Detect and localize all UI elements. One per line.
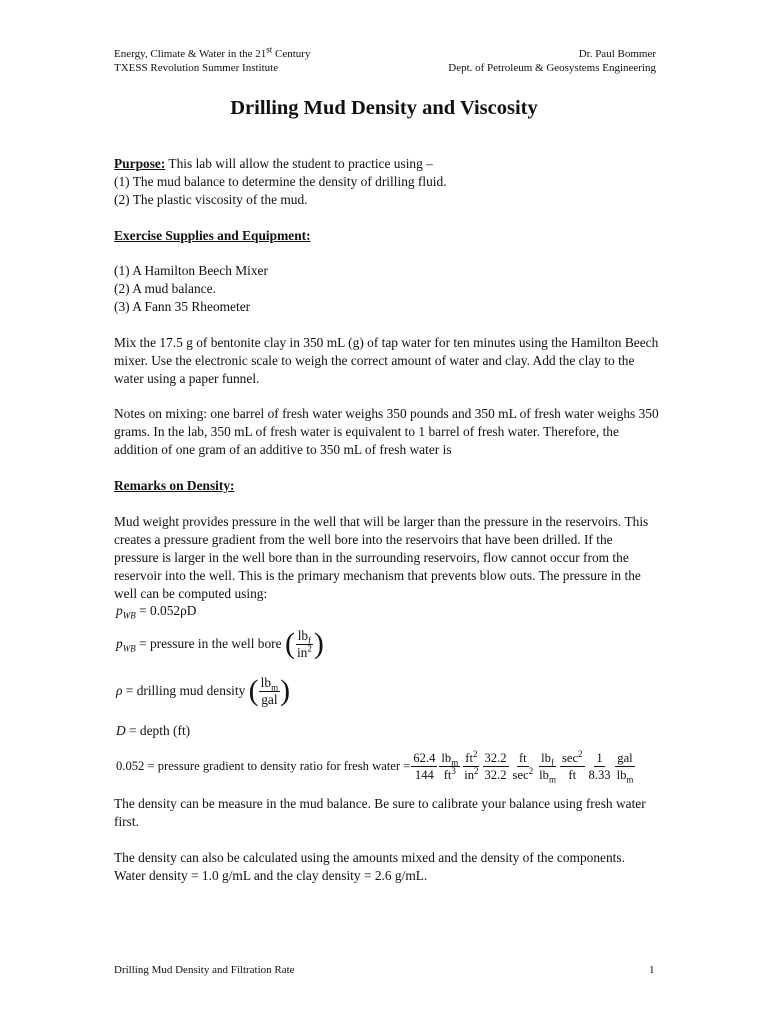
header-left <box>114 44 311 75</box>
ratio-fraction <box>537 750 558 783</box>
depth-desc: depth <box>139 723 170 738</box>
fraction-denominator: $lb_m$ <box>539 768 556 785</box>
paren-right: ) <box>313 627 324 660</box>
mix-paragraph: Mix the 17.5 g of bentonite clay in 350 mL (g) of tap water for ten minutes using the Hamilton Beech mixer. Use the electronic scale to weigh the correct amount of water and clay. Add the clay to the water using a paper funnel. <box>114 335 659 386</box>
fraction-denominator: $lb_m$ <box>616 768 634 785</box>
fraction-denominator: 8.33 <box>588 768 611 782</box>
purpose-label: Purpose: <box>114 156 166 171</box>
fraction-numerator: 32.2 <box>484 751 507 765</box>
supplies-item: (1) A Hamilton Beech Mixer <box>114 263 268 278</box>
pwb-definition: $p_{WB}$ = pressure in the well bore ( $\frac{lb_f}{in^2}$ ) <box>116 627 324 660</box>
page-number: 1 <box>649 964 655 976</box>
ratio-fractions <box>410 750 636 783</box>
fraction-numerator: gal <box>617 751 633 765</box>
ratio-fraction <box>483 750 509 783</box>
fraction-denominator: $ft^3$ <box>443 765 456 782</box>
density-heading: Remarks on Density: <box>114 478 235 493</box>
equation-pressure: $p_{WB} = 0.052\rho D$ <box>116 603 197 621</box>
depth-definition: D = depth (ft) <box>116 723 191 738</box>
supplies-item: (2) A mud balance. <box>114 281 216 296</box>
fraction-numerator: 62.4 <box>413 751 436 765</box>
ratio-fraction <box>511 750 536 783</box>
rho-definition: ρ = drilling mud density ( $\frac{lb_m}{\text{gal}}$ ) <box>116 674 291 707</box>
header-author: Dr. Paul Bommer <box>578 48 656 60</box>
supplies-heading: Exercise Supplies and Equipment: <box>114 228 311 243</box>
fraction-denominator: ft <box>568 768 577 782</box>
calc-paragraph: The density can also be calculated using the amounts mixed and the density of the components. Water density = 1.0 g/mL and the clay density = 2.6 g/mL. <box>114 850 625 883</box>
header-course-end: Century <box>272 48 311 60</box>
purpose-item: (2) The plastic viscosity of the mud. <box>114 192 308 207</box>
fraction-numerator: $lb_m$ <box>441 751 459 768</box>
paren-right: ) <box>280 674 291 707</box>
fraction-denominator: 144 <box>414 768 434 782</box>
header-right <box>448 47 656 75</box>
ratio-equation <box>116 750 636 783</box>
purpose-text: This lab will allow the student to practice using – <box>165 156 433 171</box>
page-title: Drilling Mud Density and Viscosity <box>230 97 538 119</box>
fraction-denominator: $in^2$ <box>464 765 479 782</box>
fraction-numerator: 1 <box>596 751 603 765</box>
purpose-item: (1) The mud balance to determine the density of drilling fluid. <box>114 174 447 189</box>
supplies-list <box>114 262 659 316</box>
pwb-desc: pressure in the well bore <box>149 636 282 651</box>
header-institute: TXESS Revolution Summer Institute <box>114 62 279 74</box>
ratio-fraction <box>615 750 636 783</box>
density-paragraph: Mud weight provides pressure in the well that will be larger than the pressure in the reservoirs. This creates a pressure gradient from the well bore into the reservoirs that have been drilled. If the pressure is larger in the well bore than in the surrounding reservoirs, flow cannot occur from the reservoir into the well. This is the primary mechanism that prevents blow outs. The pressure in the well can be computed using: <box>114 514 649 601</box>
rho-unit-frac: $\frac{lb_m}{\text{gal}}$ <box>260 674 279 707</box>
supplies-item: (3) A Fann 35 Rheometer <box>114 299 251 314</box>
ratio-fraction <box>411 750 437 783</box>
ratio-fraction <box>439 750 460 783</box>
fraction-numerator: $\sec^2$ <box>561 748 583 765</box>
paren-left: ( <box>284 627 295 660</box>
header-dept: Dept. of Petroleum & Geosystems Engineering <box>448 62 656 74</box>
purpose-section <box>114 155 659 209</box>
footer-title: Drilling Mud Density and Filtration Rate <box>114 964 295 976</box>
depth-unit: (ft) <box>173 723 191 738</box>
notes-paragraph: Notes on mixing: one barrel of fresh water weighs 350 pounds and 350 mL of fresh water weighs 350 grams. In the lab, 350 mL of fresh water is equivalent to 1 barrel of fresh water. Therefore, the addition of one gram of an additive to 350 mL of fresh water is <box>114 406 659 457</box>
measure-paragraph: The density can be measure in the mud balance. Be sure to calibrate your balance using fresh water first. <box>114 796 646 829</box>
header-sup: st <box>266 44 273 55</box>
supplies-section <box>114 227 659 245</box>
fraction-numerator: ft <box>518 751 527 765</box>
equation-rhs: = 0.052ρD <box>139 603 197 618</box>
ratio-label: 0.052 = pressure gradient to density ratio for fresh water = <box>116 759 411 773</box>
rho-desc: drilling mud density <box>136 683 246 698</box>
ratio-fraction <box>462 750 480 783</box>
fraction-numerator: $lb_f$ <box>541 751 554 768</box>
density-heading-wrap <box>114 477 659 495</box>
ratio-fraction <box>560 750 585 783</box>
ratio-fraction <box>587 750 613 783</box>
fraction-denominator: $\sec^2$ <box>512 765 534 782</box>
header-course: Energy, Climate & Water in the 21 <box>114 48 267 60</box>
pwb-unit-frac: $\frac{lb_f}{in^2}$ <box>296 627 312 660</box>
fraction-numerator: $ft^2$ <box>465 748 478 765</box>
paren-left: ( <box>248 674 259 707</box>
fraction-denominator: 32.2 <box>484 768 507 782</box>
